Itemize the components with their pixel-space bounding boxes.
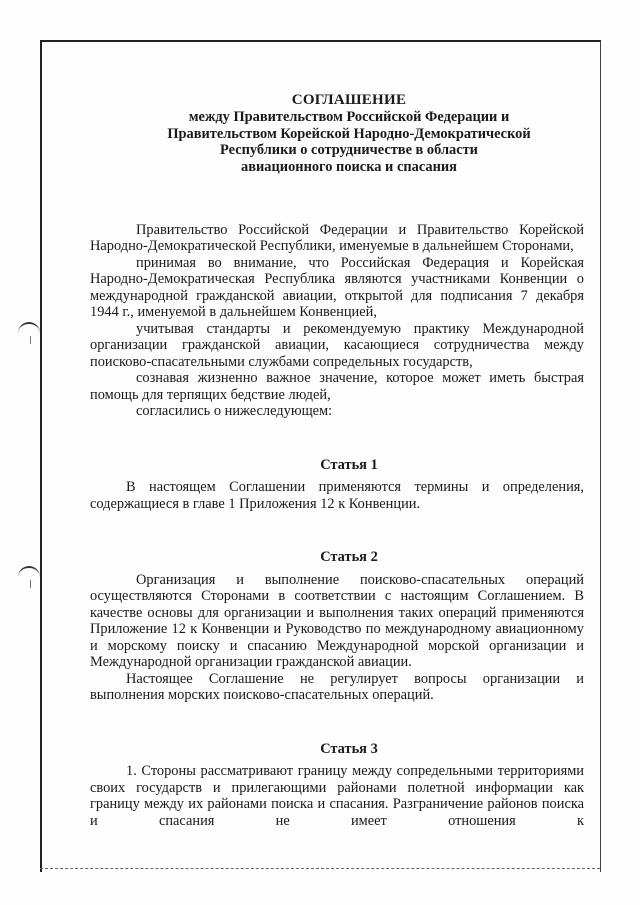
document-title: СОГЛАШЕНИЕ [291,92,407,108]
binder-hole-mark [18,322,40,336]
article-paragraph: Настоящее Соглашение не регулирует вопросы организации и выполнения морских поисково-спасательных операций. [90,670,584,704]
article-heading: Статья 3 [320,740,378,757]
article-heading: Статья 1 [320,456,378,473]
preamble [90,222,584,420]
preamble-paragraph: принимая во внимание, что Российская Федерация и Корейская Народно-Демократическая Республика являются участниками Конвенции о международной гражданской авиации, открытой для подписания 7 декабря 1944 г., именуемой в дальнейшем Конвенцией, [90,254,584,321]
binder-tick-mark [30,336,31,344]
preamble-paragraph: учитывая стандарты и рекомендуемую практику Международной организации гражданской авиации, касающиеся сотрудничества между поисково-спасательными службами сопредельных государств, [90,320,584,370]
document-body [90,92,584,829]
scan-frame-bottom [40,868,600,869]
preamble-paragraph: согласились о нижеследующем: [136,403,333,420]
article-heading: Статья 2 [320,549,378,566]
article-paragraph: Организация и выполнение поисково-спасательных операций осуществляются Сторонами в соответствии с настоящим Соглашением. В качестве основы для организации и выполнения таких операций применяются Приложение 12 к Конвенции и Руководство по международному авиационному и морскому поиску и спасанию Международной морской организации и Международной организации гражданской авиации. [90,571,584,671]
document-subtitle-line: авиационного поиска и спасания [241,159,457,176]
document-subtitle-line: между Правительством Российской Федерации и [188,108,510,125]
article-paragraph: В настоящем Соглашении применяются термины и определения, содержащиеся в главе 1 Приложения 12 к Конвенции. [90,479,584,512]
binder-hole-mark [18,566,40,580]
document-subtitle-line: Правительством Корейской Народно-Демократической [167,125,531,142]
article-paragraph: 1. Стороны рассматривают границу между сопредельными территориями своих государств и прилегающими районами полетной информации как границу между их районами поиска и спасания. Разграничение районов поиска и спасания не имеет отношения к [90,763,584,829]
document-title-block [112,92,586,176]
preamble-paragraph: Правительство Российской Федерации и Правительство Корейской Народно-Демократической Республики, именуемые в дальнейшем Сторонами, [90,221,584,255]
binder-tick-mark [30,580,31,588]
preamble-paragraph: сознавая жизненно важное значение, которое может иметь быстрая помощь для терпящих бедствие людей, [90,370,584,403]
document-subtitle-line: Республики о сотрудничестве в области [220,142,478,159]
